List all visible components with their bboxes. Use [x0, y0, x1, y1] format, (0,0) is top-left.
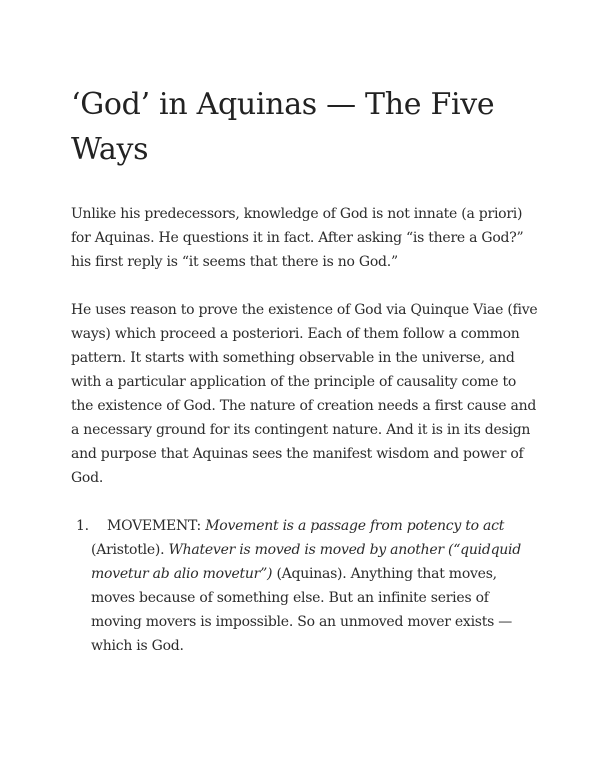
five-ways-list	[71, 514, 541, 658]
list-item	[71, 514, 541, 658]
paragraph-quinque-viae: He uses reason to prove the existence of God via Quinque Viae (five ways) which proceed a posteriori. Each of them follow a common pattern. It starts with something observable in the universe, and with a particular application of the principle of causality come to the existence of God. The nature of creation needs a first cause and a necessary ground for its contingent nature. And it is in its design and purpose that Aquinas sees the manifest wisdom and power of God.	[71, 302, 538, 486]
source-aquinas: (Aquinas).	[276, 566, 347, 582]
quote-aristotle: Movement is a passage from potency to act	[205, 518, 505, 534]
source-aristotle: (Aristotle).	[91, 542, 165, 558]
document-page	[71, 82, 541, 658]
page-title: ‘God’ in Aquinas — The Five Ways	[71, 87, 495, 167]
list-item-label: MOVEMENT:	[107, 518, 202, 534]
list-item-text: Anything that moves, moves because of something else. But an infinite series of moving movers is impossible. So an unmoved mover exists — which is God.	[91, 566, 512, 654]
paragraph-intro: Unlike his predecessors, knowledge of God is not innate (a priori) for Aquinas. He questions it in fact. After asking “is there a God?” his first reply is “it seems that there is no God.”	[71, 206, 524, 270]
list-item-number: 1.	[76, 518, 89, 534]
quote-aquinas: Whatever is moved is moved by another (“quidquid movetur ab alio movetur”)	[91, 542, 521, 582]
